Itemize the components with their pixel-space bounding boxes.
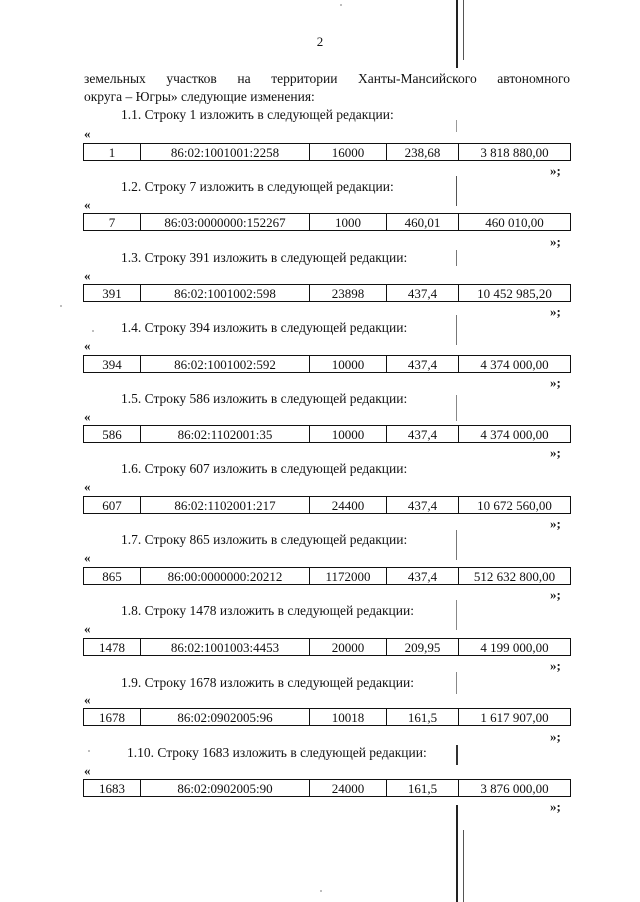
scan-speck <box>92 330 94 332</box>
value-cell: 1 617 907,00 <box>480 710 549 725</box>
value-cell: 4 374 000,00 <box>480 357 549 372</box>
item-heading: 1.9. Строку 1678 изложить в следующей редакции: <box>121 675 414 690</box>
scan-margin-line <box>456 395 457 421</box>
area-cell: 1172000 <box>310 568 387 584</box>
rate-cell: 460,01 <box>387 214 459 230</box>
scan-margin-line <box>456 120 457 132</box>
scan-speck <box>340 4 342 6</box>
cadastral-number-cell: 86:02:1001002:592 <box>141 356 310 372</box>
item-heading: 1.3. Строку 391 изложить в следующей редакции: <box>121 250 408 265</box>
rate-cell: 437,4 <box>387 426 459 442</box>
value-cell: 512 632 800,00 <box>473 569 556 584</box>
table-row <box>83 425 571 443</box>
scan-margin-line <box>456 0 458 68</box>
open-quote: « <box>84 621 91 636</box>
close-quote: »; <box>550 163 561 178</box>
rate-cell: 437,4 <box>387 285 459 301</box>
open-quote: « <box>84 338 91 353</box>
rate-cell: 437,4 <box>387 497 459 513</box>
close-quote: »; <box>550 587 561 602</box>
open-quote: « <box>84 409 91 424</box>
item-heading: 1.8. Строку 1478 изложить в следующей редакции: <box>121 603 414 618</box>
row-number-cell: 607 <box>84 497 141 513</box>
value-cell: 3 818 880,00 <box>480 145 549 160</box>
row-number-cell: 1683 <box>84 780 141 796</box>
value-cell: 4 199 000,00 <box>480 640 549 655</box>
item-heading: 1.10. Строку 1683 изложить в следующей редакции: <box>127 745 427 760</box>
table-row <box>83 284 571 302</box>
intro-line-1: земельных участков на территории Ханты-Мансийского автономного <box>84 71 570 86</box>
table-row <box>83 496 571 514</box>
area-cell: 10000 <box>310 356 387 372</box>
intro-line-2: округа – Югры» следующие изменения: <box>84 89 315 104</box>
row-number-cell: 1 <box>84 144 141 160</box>
value-cell: 3 876 000,00 <box>480 781 549 796</box>
value-cell: 460 010,00 <box>485 215 544 230</box>
row-number-cell: 586 <box>84 426 141 442</box>
cadastral-number-cell: 86:03:0000000:152267 <box>141 214 310 230</box>
value-cell: 10 672 560,00 <box>477 498 552 513</box>
scan-margin-line <box>463 830 464 902</box>
row-number-cell: 1678 <box>84 709 141 725</box>
scan-margin-line <box>456 530 457 560</box>
close-quote: »; <box>550 516 561 531</box>
item-heading: 1.6. Строку 607 изложить в следующей редакции: <box>121 461 408 476</box>
open-quote: « <box>84 268 91 283</box>
cadastral-number-cell: 86:02:0902005:90 <box>141 780 310 796</box>
rate-cell: 238,68 <box>387 144 459 160</box>
area-cell: 23898 <box>310 285 387 301</box>
area-cell: 24400 <box>310 497 387 513</box>
item-heading: 1.7. Строку 865 изложить в следующей редакции: <box>121 532 408 547</box>
item-heading: 1.4. Строку 394 изложить в следующей редакции: <box>121 320 408 335</box>
table-row <box>83 779 571 797</box>
area-cell: 24000 <box>310 780 387 796</box>
scan-margin-line <box>456 805 458 902</box>
page-number: 2 <box>316 34 324 49</box>
area-cell: 20000 <box>310 639 387 655</box>
value-cell: 4 374 000,00 <box>480 427 549 442</box>
cadastral-number-cell: 86:02:0902005:96 <box>141 709 310 725</box>
cadastral-number-cell: 86:02:1102001:35 <box>141 426 310 442</box>
close-quote: »; <box>550 304 561 319</box>
item-heading: 1.2. Строку 7 изложить в следующей редакции: <box>121 179 394 194</box>
table-row <box>83 638 571 656</box>
value-cell: 10 452 985,20 <box>477 286 552 301</box>
table-row <box>83 355 571 373</box>
rate-cell: 161,5 <box>387 780 459 796</box>
row-number-cell: 394 <box>84 356 141 372</box>
row-number-cell: 7 <box>84 214 141 230</box>
item-heading: 1.5. Строку 586 изложить в следующей редакции: <box>121 391 408 406</box>
scan-margin-line <box>463 0 464 60</box>
rate-cell: 437,4 <box>387 568 459 584</box>
scan-margin-line <box>456 672 457 694</box>
close-quote: »; <box>550 375 561 390</box>
item-heading: 1.1. Строку 1 изложить в следующей редакции: <box>121 107 394 122</box>
scan-speck <box>320 890 322 892</box>
rate-cell: 209,95 <box>387 639 459 655</box>
scan-speck <box>88 750 90 752</box>
close-quote: »; <box>550 729 561 744</box>
cadastral-number-cell: 86:00:0000000:20212 <box>141 568 310 584</box>
row-number-cell: 1478 <box>84 639 141 655</box>
scan-margin-line <box>456 250 457 266</box>
open-quote: « <box>84 197 91 212</box>
table-row <box>83 567 571 585</box>
row-number-cell: 865 <box>84 568 141 584</box>
close-quote: »; <box>550 799 561 814</box>
open-quote: « <box>84 692 91 707</box>
close-quote: »; <box>550 445 561 460</box>
open-quote: « <box>84 479 91 494</box>
scan-margin-line <box>456 745 458 765</box>
close-quote: »; <box>550 234 561 249</box>
rate-cell: 437,4 <box>387 356 459 372</box>
open-quote: « <box>84 763 91 778</box>
open-quote: « <box>84 126 91 141</box>
scan-margin-line <box>456 600 457 630</box>
cadastral-number-cell: 86:02:1001001:2258 <box>141 144 310 160</box>
cadastral-number-cell: 86:02:1102001:217 <box>141 497 310 513</box>
open-quote: « <box>84 550 91 565</box>
table-row <box>83 213 571 231</box>
scan-margin-line <box>456 176 457 206</box>
scan-speck <box>60 305 62 307</box>
close-quote: »; <box>550 658 561 673</box>
rate-cell: 161,5 <box>387 709 459 725</box>
area-cell: 16000 <box>310 144 387 160</box>
cadastral-number-cell: 86:02:1001002:598 <box>141 285 310 301</box>
table-row <box>83 708 571 726</box>
scan-margin-line <box>456 315 457 345</box>
area-cell: 10018 <box>310 709 387 725</box>
row-number-cell: 391 <box>84 285 141 301</box>
table-row <box>83 143 571 161</box>
cadastral-number-cell: 86:02:1001003:4453 <box>141 639 310 655</box>
area-cell: 1000 <box>310 214 387 230</box>
area-cell: 10000 <box>310 426 387 442</box>
intro-paragraph <box>84 70 570 106</box>
